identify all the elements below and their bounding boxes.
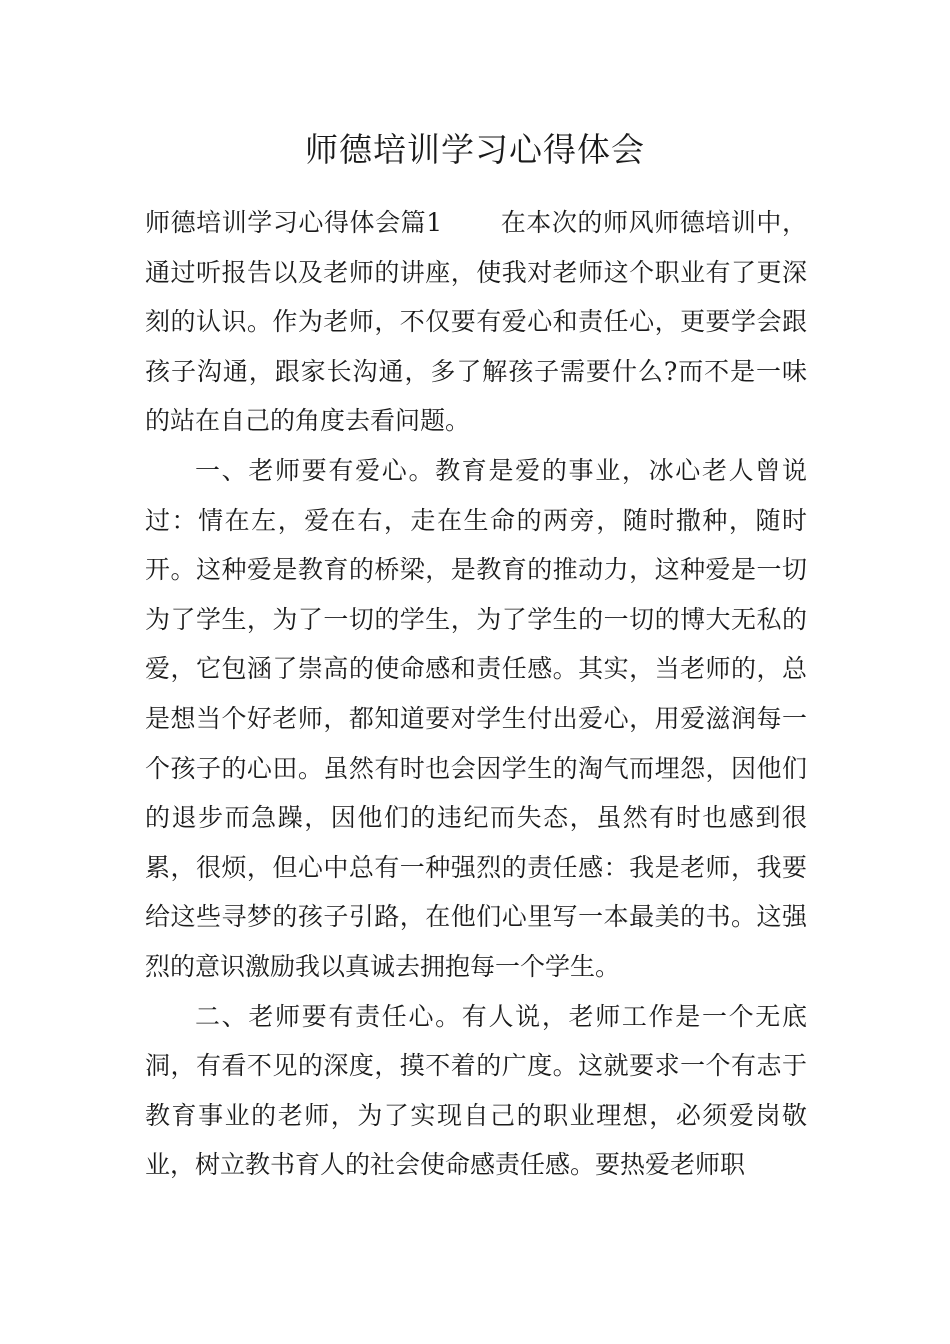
document-body [145,198,807,1190]
paragraph-responsibility: 二、老师要有责任心。有人说，老师工作是一个无底洞，有看不见的深度，摸不着的广度。这就要求一个有志于教育事业的老师，为了实现自己的职业理想，必须爱岗敬业，树立教书育人的社会使命感责任感。要热爱老师职 [145,1001,807,1180]
paragraph-love: 一、老师要有爱心。教育是爱的事业，冰心老人曾说过：情在左，爱在右，走在生命的两旁，随时撒种，随时开。这种爱是教育的桥梁，是教育的推动力，这种爱是一切为了学生，为了一切的学生，为了学生的一切的博大无私的爱，它包涵了崇高的使命感和责任感。其实，当老师的，总是想当个好老师，都知道要对学生付出爱心，用爱滋润每一个孩子的心田。虽然有时也会因学生的淘气而埋怨，因他们的退步而急躁，因他们的违纪而失态，虽然有时也感到很累，很烦，但心中总有一种强烈的责任感：我是老师，我要给这些寻梦的孩子引路，在他们心里写一本最美的书。这强烈的意识激励我以真诚去拥抱每一个学生。 [145,455,807,981]
document-title: 师德培训学习心得体会 [305,130,645,169]
paragraph-intro [145,198,807,446]
section-heading: 师德培训学习心得体会篇1 [145,208,443,237]
paragraph-text: 在本次的师风师德培训中，通过听报告以及老师的讲座，使我对老师这个职业有了更深刻的认识。作为老师，不仅要有爱心和责任心，更要学会跟孩子沟通，跟家长沟通，多了解孩子需要什么?而不是一味的站在自己的角度去看问题。 [145,208,807,436]
